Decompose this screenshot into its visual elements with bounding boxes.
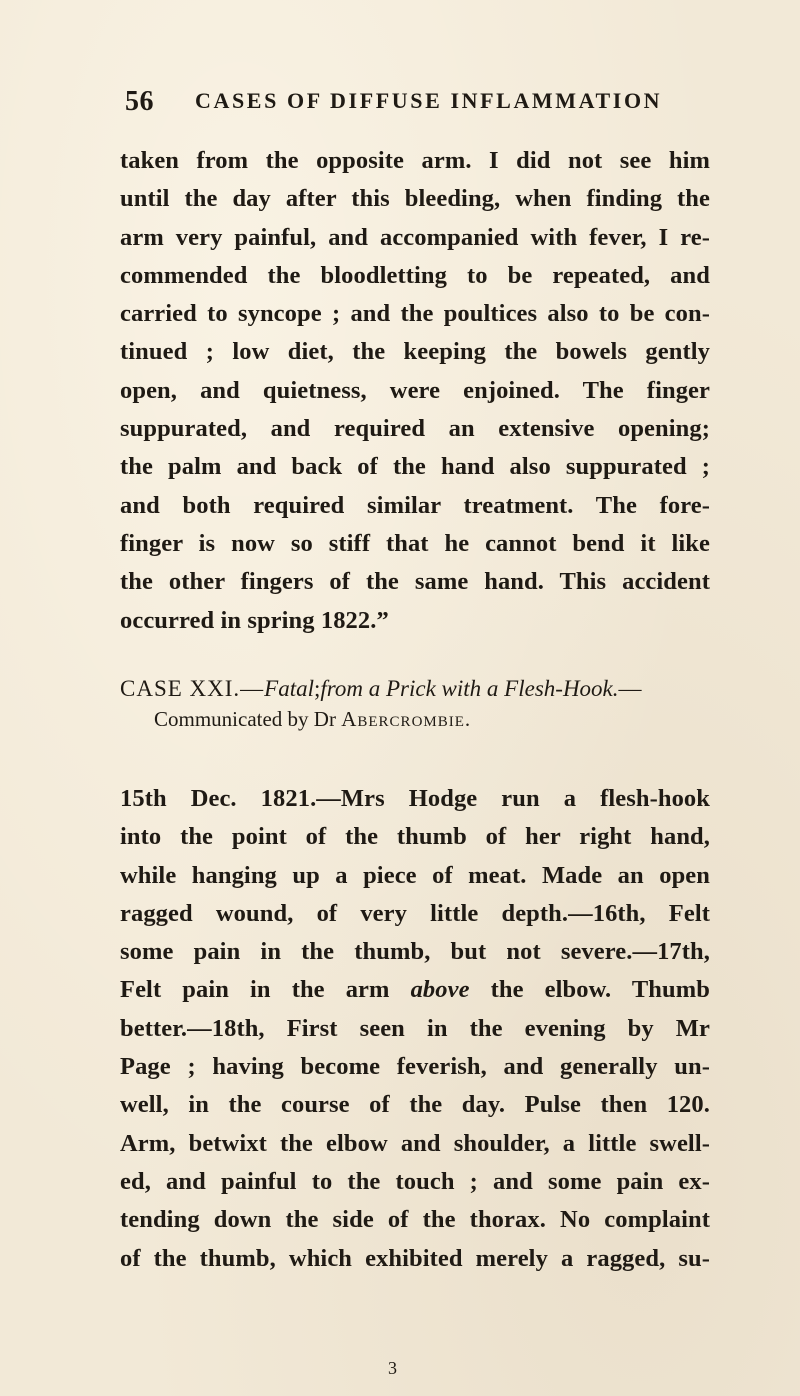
text-line: while hanging up a piece of meat. Made an open [120, 861, 710, 889]
text-line: carried to syncope ; and the poultices also to be con- [120, 300, 710, 328]
text-line: and both required similar treatment. The fore- [120, 491, 710, 519]
case-narrative [120, 780, 710, 1278]
text-line: until the day after this bleeding, when finding the [120, 185, 710, 213]
text-segment: the elbow. Thumb [469, 976, 710, 1004]
case-title-fatal: Fatal [264, 676, 315, 701]
case-attribution [120, 704, 720, 734]
case-title-separator: ; [314, 676, 321, 701]
signature-mark: 3 [388, 1358, 397, 1378]
case-title-cause: from a Prick with a Flesh-Hook. [320, 676, 619, 701]
text-line: ragged wound, of very little depth.—16th, Felt [120, 899, 710, 927]
text-line: of the thumb, which exhibited merely a ragged, su- [120, 1244, 710, 1272]
text-line: 15th Dec. 1821.—Mrs Hodge run a flesh-hook [120, 785, 710, 812]
text-line: ed, and painful to the touch ; and some pain ex- [120, 1167, 710, 1195]
text-line: finger is now so stiff that he cannot bend it like [120, 529, 710, 557]
text-segment: Felt pain in the arm [120, 976, 411, 1004]
paragraph-continuation [120, 142, 710, 640]
author-name: Abercrombie [341, 707, 465, 731]
text-line: commended the bloodletting to be repeated, and [120, 261, 710, 289]
text-line: suppurated, and required an extensive opening; [120, 415, 710, 443]
text-line: the other fingers of the same hand. This accident [120, 568, 710, 596]
running-title: CASES OF DIFFUSE INFLAMMATION [195, 88, 663, 113]
text-line: well, in the course of the day. Pulse then 120. [120, 1091, 710, 1119]
text-line: open, and quietness, were enjoined. The finger [120, 376, 710, 404]
attribution-end: . [464, 707, 471, 731]
text-line: Arm, betwixt the elbow and shoulder, a little swell- [120, 1129, 710, 1157]
case-heading [120, 674, 720, 734]
text-line: into the point of the thumb of her right hand, [120, 823, 710, 851]
case-label: CASE XXI.— [120, 676, 265, 701]
case-heading-line [120, 674, 720, 704]
communicated-by: Communicated by Dr [154, 707, 342, 731]
text-line: some pain in the thumb, but not severe.—17th, [120, 938, 710, 966]
text-line: better.—18th, First seen in the evening by Mr [120, 1014, 710, 1042]
text-line: the palm and back of the hand also suppurated ; [120, 453, 710, 481]
running-head [125, 86, 725, 118]
text-line [120, 971, 710, 1009]
text-line: tinued ; low diet, the keeping the bowels gently [120, 338, 710, 366]
italic-word: above [410, 976, 470, 1004]
text-line: occurred in spring 1822.” [120, 606, 389, 634]
text-line: taken from the opposite arm. I did not see him [120, 147, 710, 174]
text-line: arm very painful, and accompanied with fever, I re- [120, 223, 710, 251]
text-line: tending down the side of the thorax. No complaint [120, 1206, 710, 1234]
text-line: Page ; having become feverish, and generally un- [120, 1053, 710, 1081]
page-number: 56 [125, 86, 154, 117]
case-title-dash: — [618, 676, 642, 701]
